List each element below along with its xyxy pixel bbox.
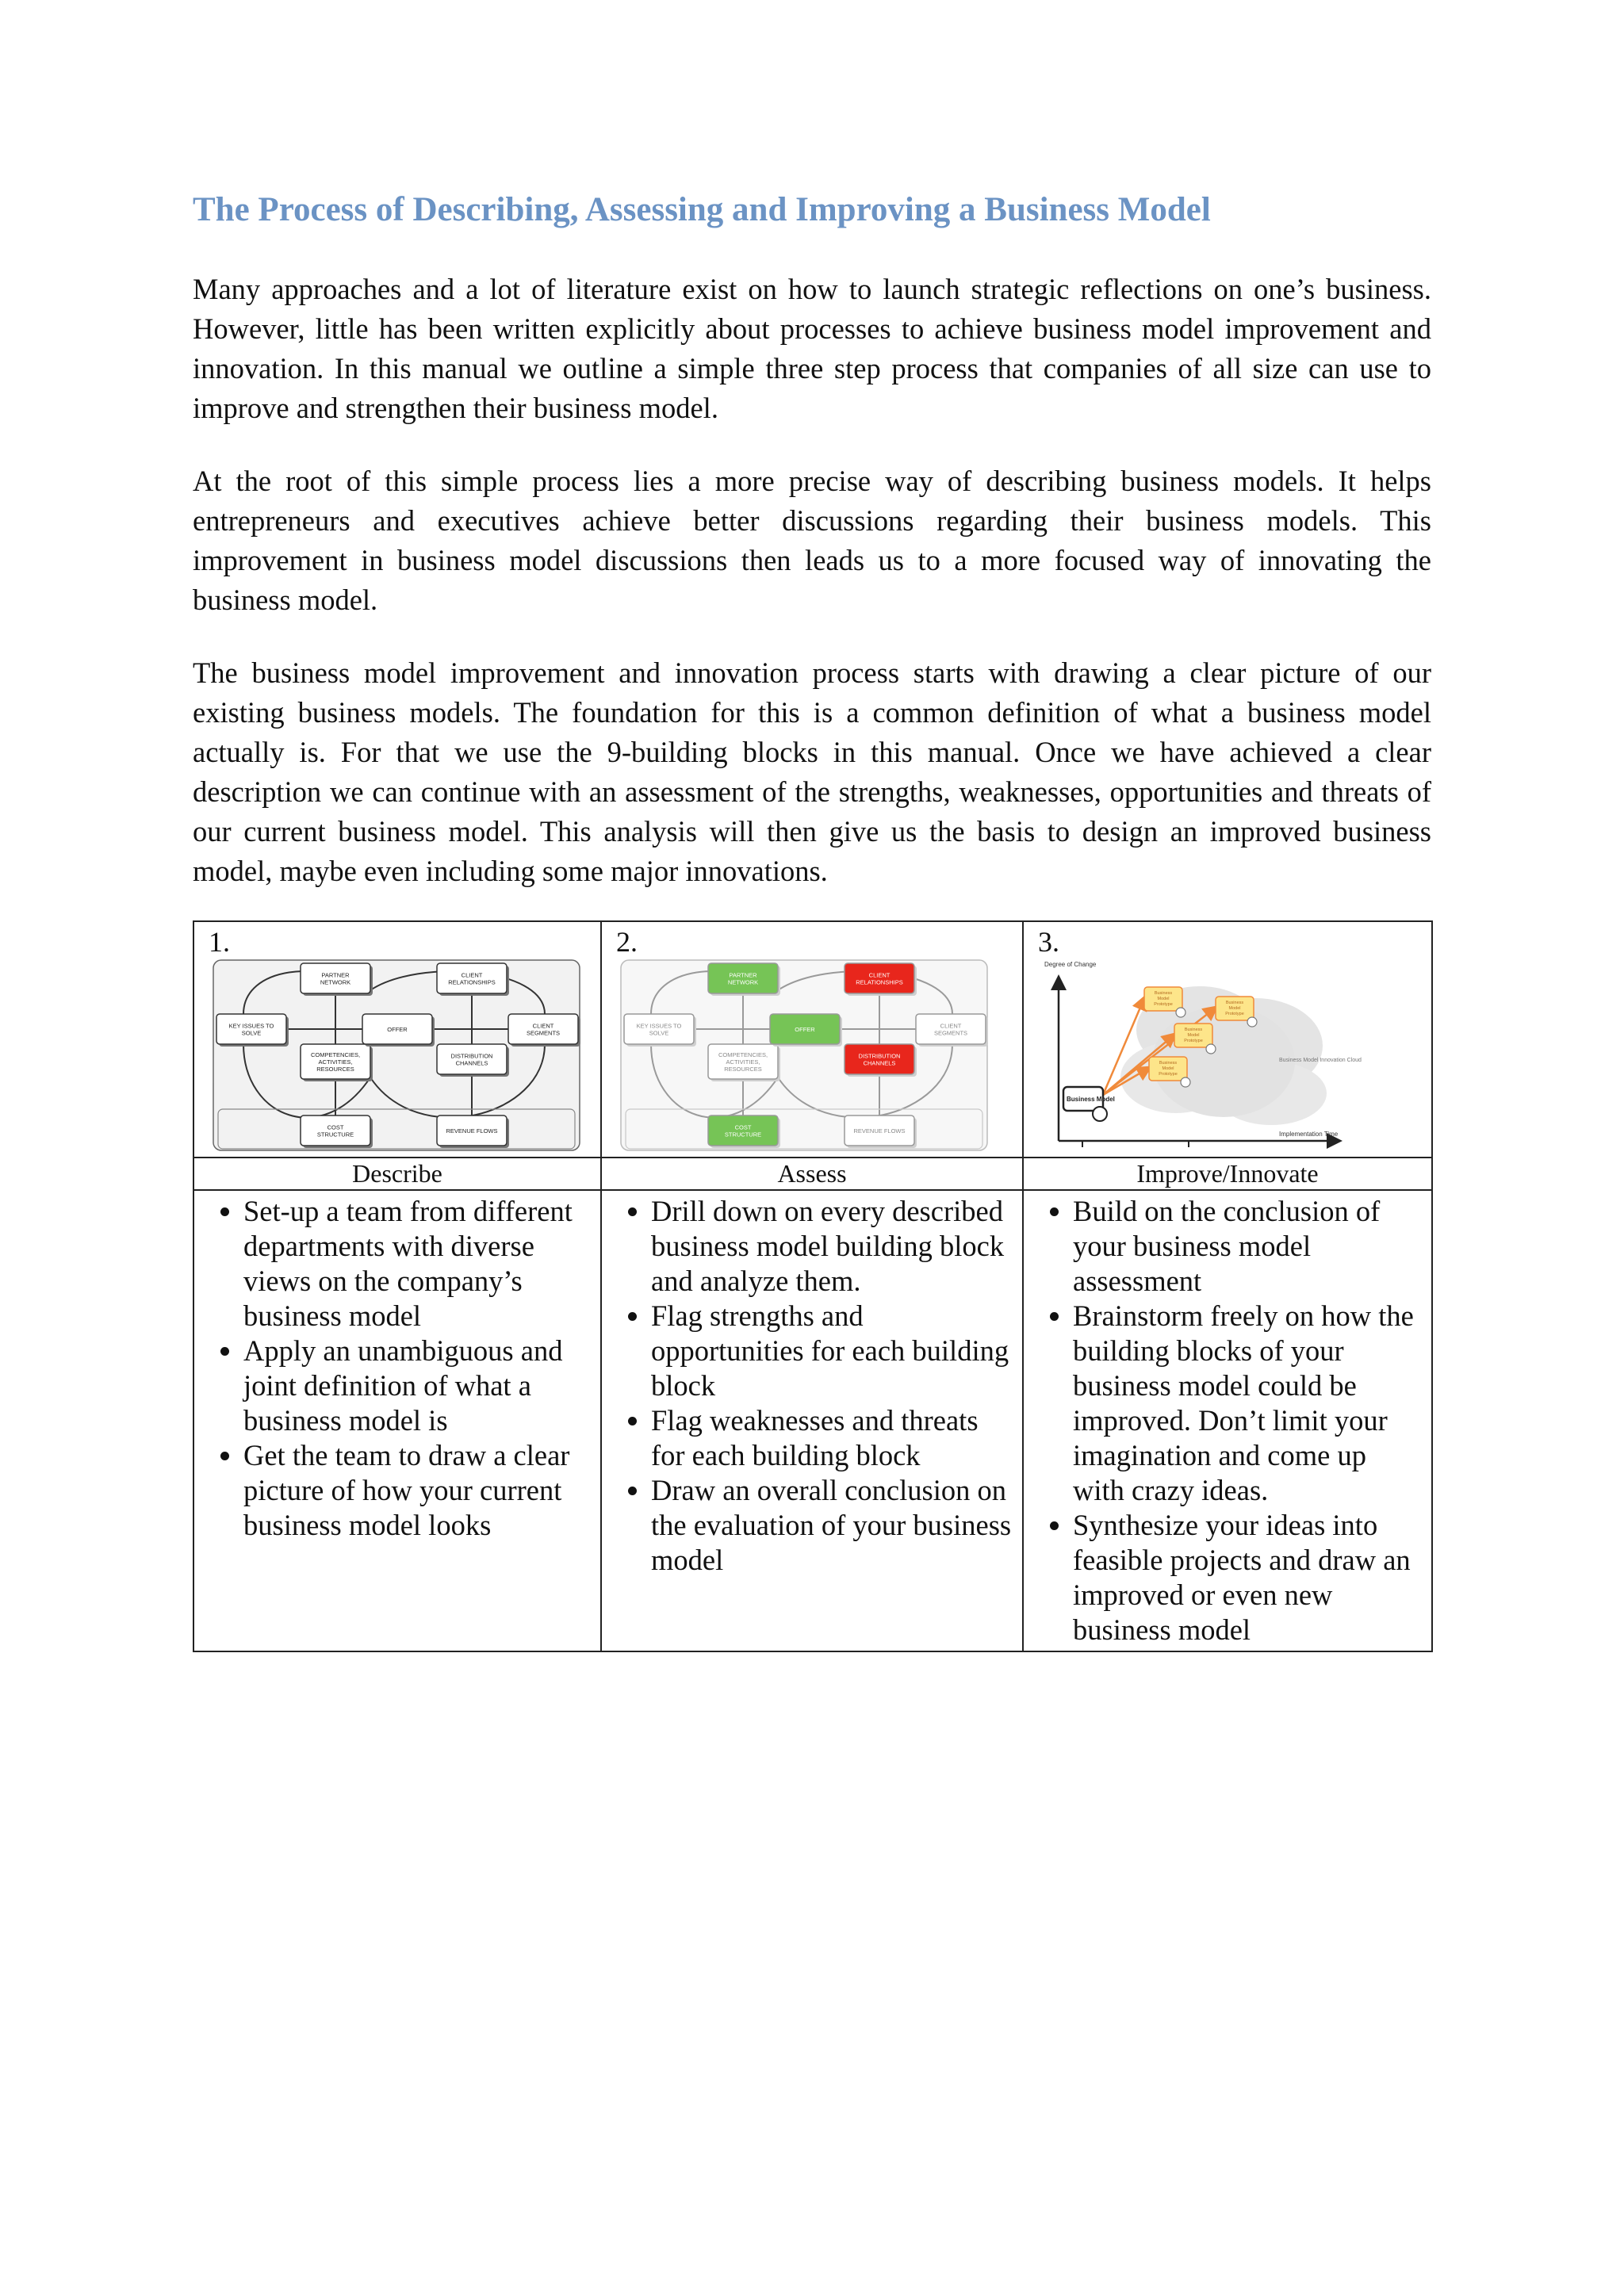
step-2-bullets-cell	[601, 1190, 1023, 1651]
assess-business-model-diagram	[619, 959, 989, 1152]
block-label: REVENUE FLOWS	[446, 1127, 498, 1135]
block-label: NETWORK	[727, 978, 759, 986]
step-1-bullet: • Set-up a team from different departments with diverse views on the company’s business model	[243, 1194, 592, 1334]
block-label: STRUCTURE	[316, 1131, 354, 1138]
block-offer	[770, 1014, 842, 1047]
y-axis-label: Degree of Change	[1044, 961, 1097, 968]
block-label: CLIENT	[532, 1022, 554, 1030]
step-2-bullet: • Drill down on every described business model building block and analyze them.	[651, 1194, 1014, 1299]
block-competencies	[708, 1044, 780, 1081]
block-label: COMPETENCIES,	[718, 1051, 768, 1058]
block-offer	[362, 1014, 435, 1047]
step-3-bullet: • Brainstorm freely on how the building blocks of your business model could be improved. Don’t limit your imagination and come up with crazy ideas.	[1073, 1299, 1423, 1508]
step-2-bullet: • Flag strengths and opportunities for each building block	[651, 1299, 1014, 1403]
block-channels	[845, 1044, 917, 1077]
step-3-bullet: • Build on the conclusion of your business model assessment	[1073, 1194, 1423, 1299]
process-steps-table	[193, 920, 1433, 1652]
step-3-bullet: • Synthesize your ideas into feasible projects and draw an improved or even new business model	[1073, 1508, 1423, 1647]
block-label: RESOURCES	[724, 1066, 762, 1073]
page-title: The Process of Describing, Assessing and Improving a Business Model	[193, 191, 1211, 228]
block-label: RELATIONSHIPS	[856, 978, 903, 986]
diagram-connectors	[213, 960, 580, 1150]
figure-row	[193, 921, 1432, 1158]
block-keyissues	[624, 1014, 696, 1047]
cloud-label: Business Model Innovation Cloud	[1279, 1058, 1362, 1063]
prototype-label: Business	[1159, 1061, 1178, 1066]
block-label: DISTRIBUTION	[450, 1052, 493, 1060]
x-axis-label: Implementation Time	[1279, 1131, 1339, 1138]
block-partner	[708, 963, 780, 996]
block-cost	[301, 1115, 373, 1148]
prototype-label: Business	[1154, 991, 1173, 996]
step-2-bullet: • Draw an overall conclusion on the evaluation of your business model	[651, 1473, 1014, 1578]
block-label: CHANNELS	[455, 1059, 488, 1067]
block-label: KEY ISSUES TO	[228, 1022, 274, 1030]
step-1-number: 1.	[209, 926, 230, 958]
block-channels	[437, 1044, 509, 1077]
step-3-number: 3.	[1038, 926, 1059, 958]
block-label: COST	[327, 1123, 344, 1131]
block-segments	[508, 1014, 580, 1047]
step-3-bullet-list	[1024, 1191, 1431, 1651]
step-3-figure-cell	[1023, 921, 1432, 1158]
step-1-bullet: • Apply an unambiguous and joint definition of what a business model is	[243, 1334, 592, 1438]
step-2-caption: Assess	[601, 1158, 1023, 1190]
block-revenue	[845, 1115, 917, 1148]
prototype-label: Prototype	[1154, 1002, 1173, 1007]
diagram-connectors	[621, 960, 987, 1150]
prototype-label: Model	[1228, 1006, 1241, 1011]
time-marker	[1247, 1017, 1257, 1027]
describe-business-model-diagram	[212, 959, 581, 1152]
block-label: ACTIVITIES,	[726, 1058, 760, 1066]
prototype-label: Prototype	[1159, 1072, 1178, 1077]
step-3-caption: Improve/Innovate	[1023, 1158, 1432, 1190]
block-label: COST	[734, 1123, 752, 1131]
block-label: REVENUE FLOWS	[853, 1127, 906, 1135]
block-segments	[916, 1014, 988, 1047]
time-marker	[1181, 1077, 1190, 1087]
step-2-bullet-list	[602, 1191, 1022, 1581]
block-label: CHANNELS	[863, 1059, 896, 1067]
block-label: ACTIVITIES,	[318, 1058, 353, 1066]
block-label: CLIENT	[868, 971, 891, 979]
block-label: OFFER	[387, 1026, 408, 1033]
step-1-caption: Describe	[193, 1158, 601, 1190]
step-2-number: 2.	[616, 926, 638, 958]
block-keyissues	[216, 1014, 289, 1047]
block-label: COMPETENCIES,	[310, 1051, 361, 1058]
prototype-label: Model	[1187, 1033, 1200, 1038]
block-relationships	[437, 963, 509, 996]
bullet-row	[193, 1190, 1432, 1651]
step-3-bullets-cell	[1023, 1190, 1432, 1651]
block-label: SOLVE	[241, 1029, 262, 1037]
block-label: KEY ISSUES TO	[636, 1022, 682, 1030]
paragraph-root: At the root of this simple process lies a more precise way of describing business models. It helps entrepreneurs and executives achieve better discussions regarding their business models. This improvement in business model discussions then leads us to a more focused way of innovating the business model.	[193, 465, 1431, 616]
step-2-figure-cell	[601, 921, 1023, 1158]
caption-row	[193, 1158, 1432, 1190]
prototype-label: Prototype	[1225, 1012, 1244, 1016]
step-1-bullet-list	[194, 1191, 600, 1546]
prototype-label: Business	[1184, 1027, 1203, 1032]
block-label: PARTNER	[321, 971, 350, 979]
time-marker	[1176, 1008, 1185, 1017]
block-label: NETWORK	[320, 978, 351, 986]
paragraph-process: The business model improvement and innovation process starts with drawing a clear picture of our existing business models. The foundation for this is a common definition of what a business model actually is. For that we use the 9-building blocks in this manual. Once we have achieved a clear description we can continue with an assessment of the strengths, weaknesses, opportunities and threats of our current business model. This analysis will then give us the basis to design an improved business model, maybe even including some major innovations.	[193, 656, 1431, 887]
block-label: CLIENT	[461, 971, 483, 979]
block-label: OFFER	[795, 1026, 815, 1033]
block-label: DISTRIBUTION	[858, 1052, 901, 1060]
innovation-cloud-chart	[1041, 959, 1362, 1152]
paragraph-intro: Many approaches and a lot of literature exist on how to launch strategic reflections on one’s business. However, little has been written explicitly about processes to achieve business model improvement and innovation. In this manual we outline a simple three step process that companies of all size can use to improve and strengthen their business model.	[193, 273, 1431, 424]
block-label: SEGMENTS	[933, 1029, 968, 1037]
block-competencies	[301, 1044, 373, 1081]
t0-marker	[1093, 1107, 1107, 1121]
prototype-label: Model	[1162, 1066, 1174, 1071]
block-revenue	[437, 1115, 509, 1148]
time-marker	[1206, 1044, 1216, 1054]
prototype-label: Business	[1225, 1001, 1244, 1005]
block-cost	[708, 1115, 780, 1148]
step-2-bullet: • Flag weaknesses and threats for each building block	[651, 1403, 1014, 1473]
block-label: SEGMENTS	[526, 1029, 561, 1037]
prototype-label: Prototype	[1184, 1039, 1203, 1043]
block-label: CLIENT	[940, 1022, 962, 1030]
step-1-figure-cell	[193, 921, 601, 1158]
business-model-label: Business Model	[1067, 1096, 1115, 1103]
step-1-bullets-cell	[193, 1190, 601, 1651]
block-label: STRUCTURE	[724, 1131, 762, 1138]
block-label: SOLVE	[649, 1029, 669, 1037]
step-1-bullet: • Get the team to draw a clear picture of how your current business model looks	[243, 1438, 592, 1543]
block-label: PARTNER	[729, 971, 757, 979]
block-relationships	[845, 963, 917, 996]
block-partner	[301, 963, 373, 996]
block-label: RESOURCES	[316, 1066, 354, 1073]
block-label: RELATIONSHIPS	[448, 978, 496, 986]
prototype-label: Model	[1157, 997, 1170, 1001]
